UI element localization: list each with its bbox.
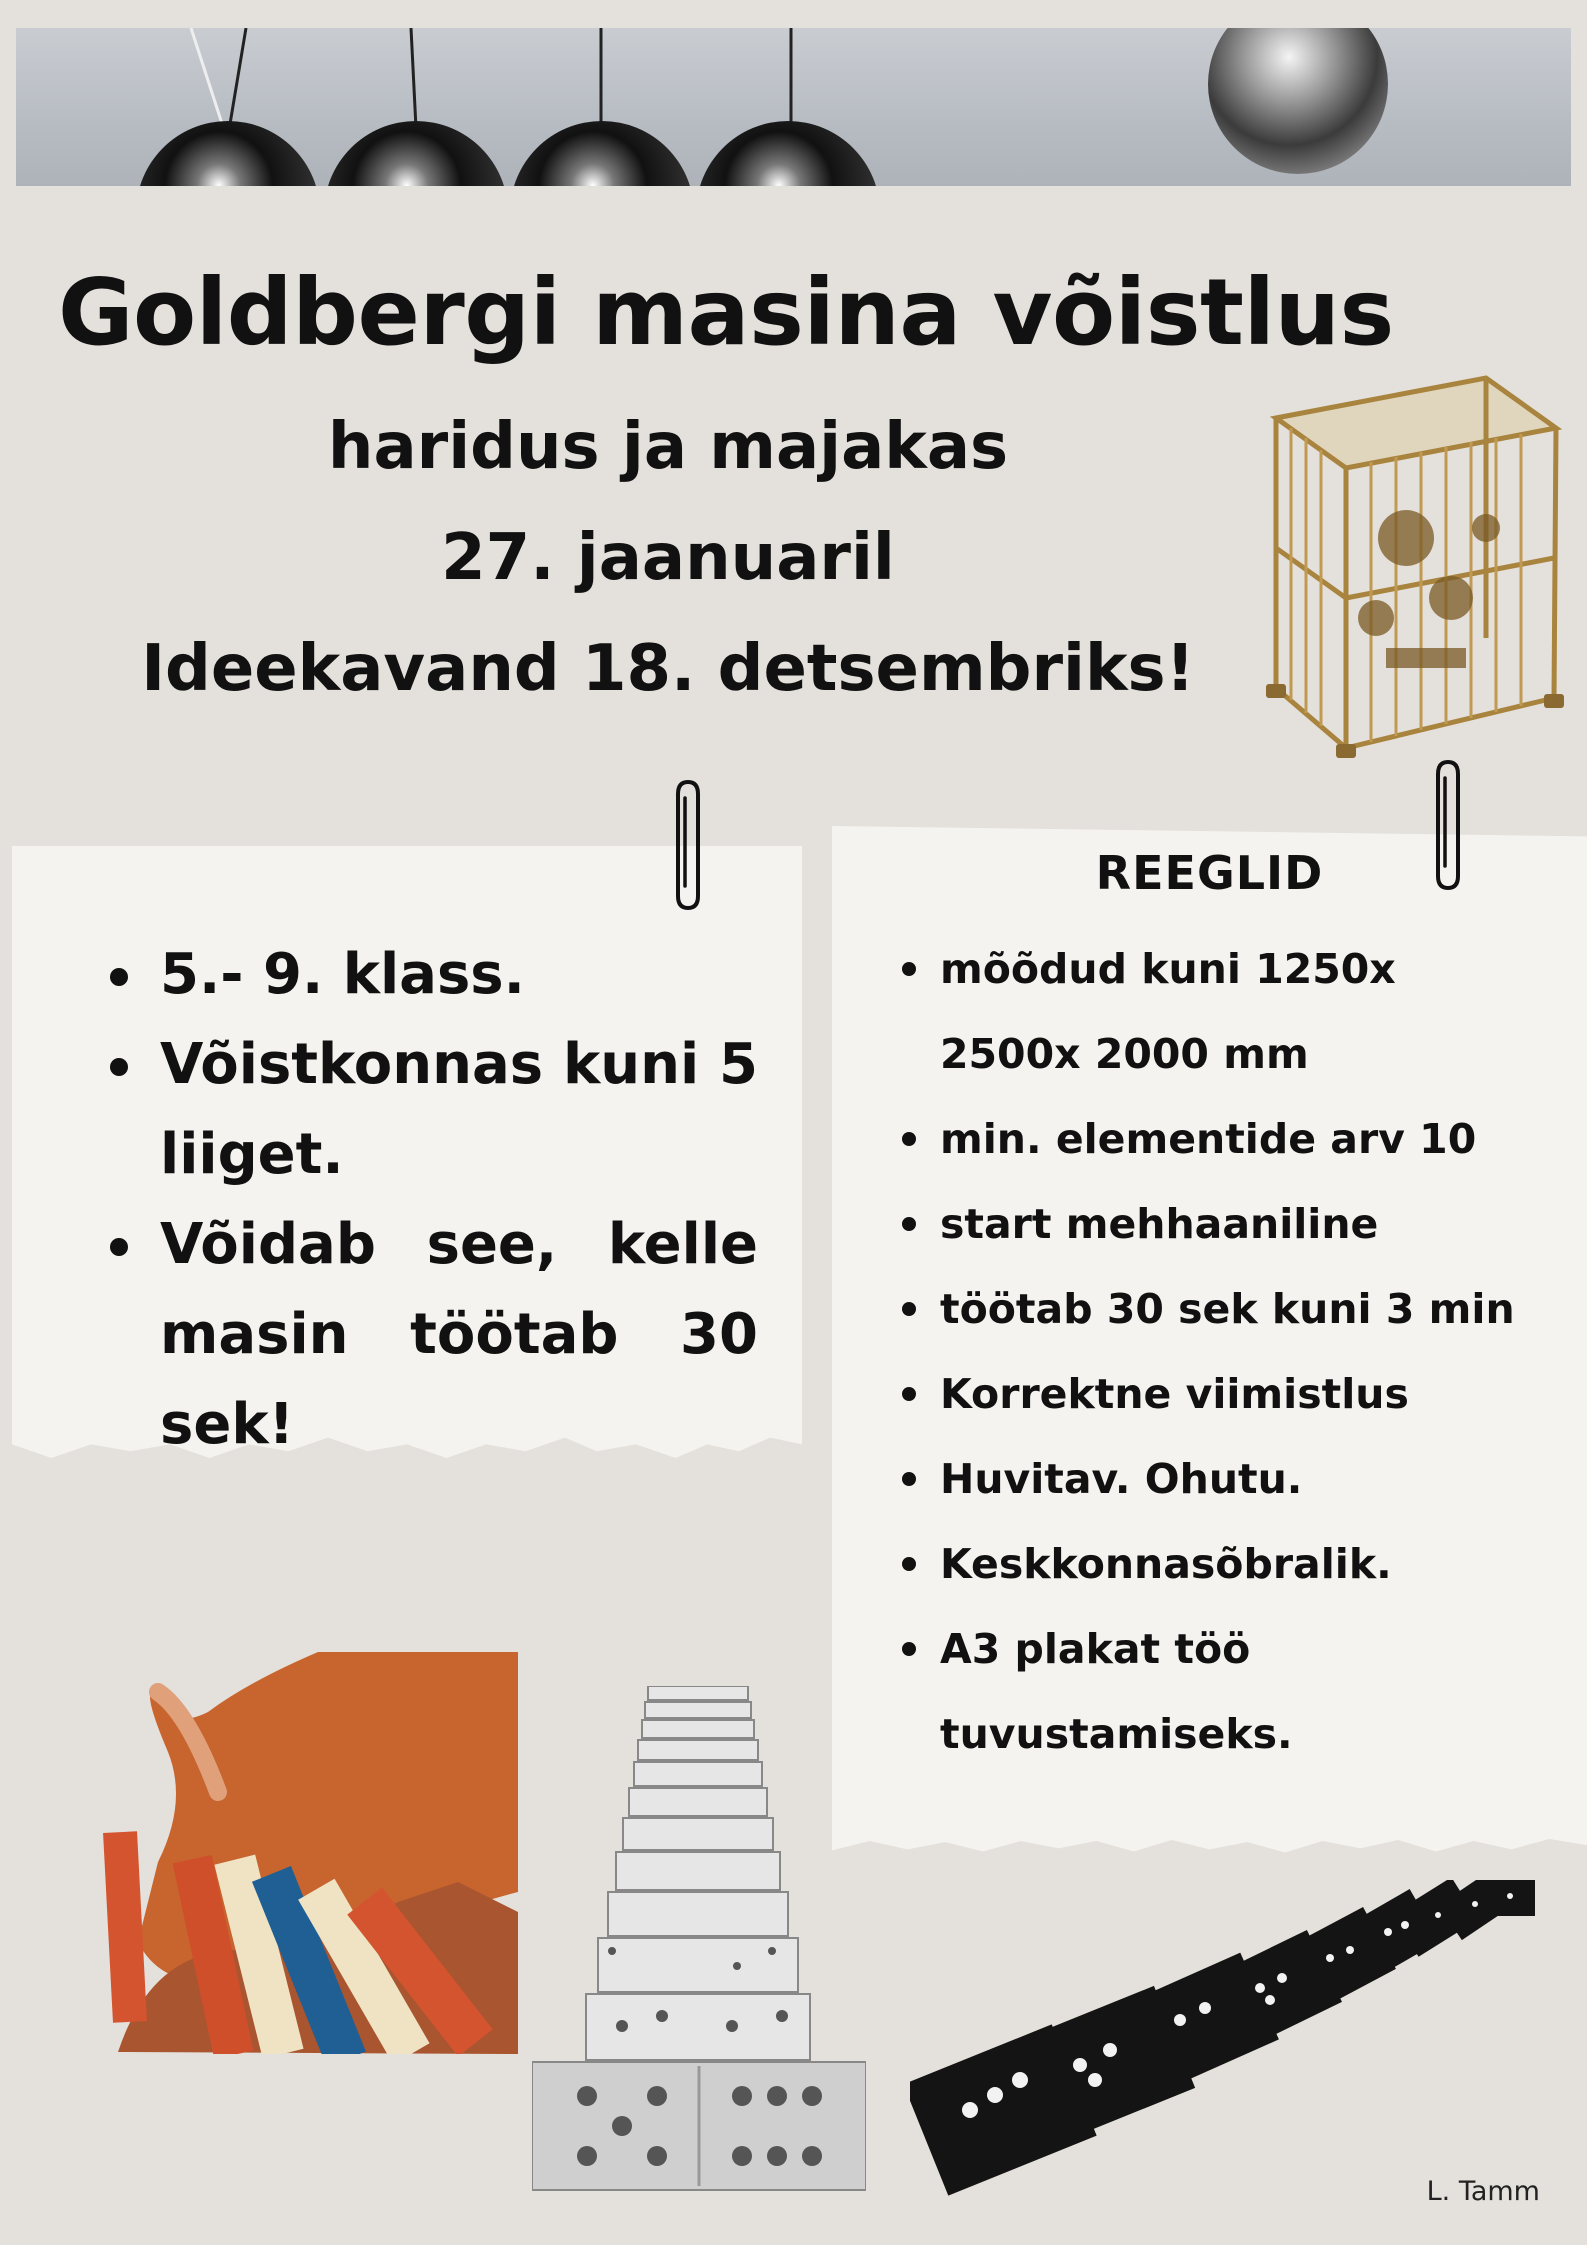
rule-item: start mehhaaniline — [900, 1182, 1560, 1267]
paper-clip-icon — [1430, 758, 1466, 892]
list-item: Võistkonnas kuni 5 liiget. — [110, 1020, 758, 1200]
rules-heading: REEGLID — [1095, 846, 1324, 900]
participation-list — [110, 930, 758, 1470]
rule-item: Keskkonnasõbralik. — [900, 1522, 1560, 1607]
paper-clip-icon — [670, 778, 706, 912]
rule-item: min. elementide arv 10 — [900, 1097, 1560, 1182]
rule-item: töötab 30 sek kuni 3 min — [900, 1267, 1560, 1352]
domino-column-image — [532, 1686, 866, 2192]
subtitle-deadline: Ideekavand 18. detsembriks! — [141, 632, 1195, 706]
rule-item: Huvitav. Ohutu. — [900, 1437, 1560, 1522]
newtons-cradle-image — [16, 28, 1571, 186]
rule-item: mõõdud kuni 1250x — [900, 927, 1560, 1012]
falling-dominoes-image — [910, 1880, 1535, 2202]
brass-machine-image — [1236, 358, 1580, 778]
rule-item-continuation: tuvustamiseks. — [940, 1710, 1293, 1758]
rule-item: Korrektne viimistlus — [900, 1352, 1560, 1437]
rule-item-continuation: 2500x 2000 mm — [940, 1030, 1309, 1078]
rules-list — [900, 927, 1560, 1777]
list-item: Võidab see, kelle masin töötab 30 sek! — [110, 1200, 758, 1470]
hand-dominoes-image — [98, 1652, 518, 2054]
subtitle-date: 27. jaanuaril — [441, 521, 895, 595]
author-credit: L. Tamm — [1426, 2176, 1540, 2207]
rule-item: A3 plakat töö — [900, 1607, 1560, 1692]
list-item: 5.- 9. klass. — [110, 930, 758, 1020]
subtitle-organizers: haridus ja majakas — [327, 410, 1009, 484]
page-title: Goldbergi masina võistlus — [58, 259, 1394, 366]
newtons-cradle-banner — [16, 28, 1571, 186]
